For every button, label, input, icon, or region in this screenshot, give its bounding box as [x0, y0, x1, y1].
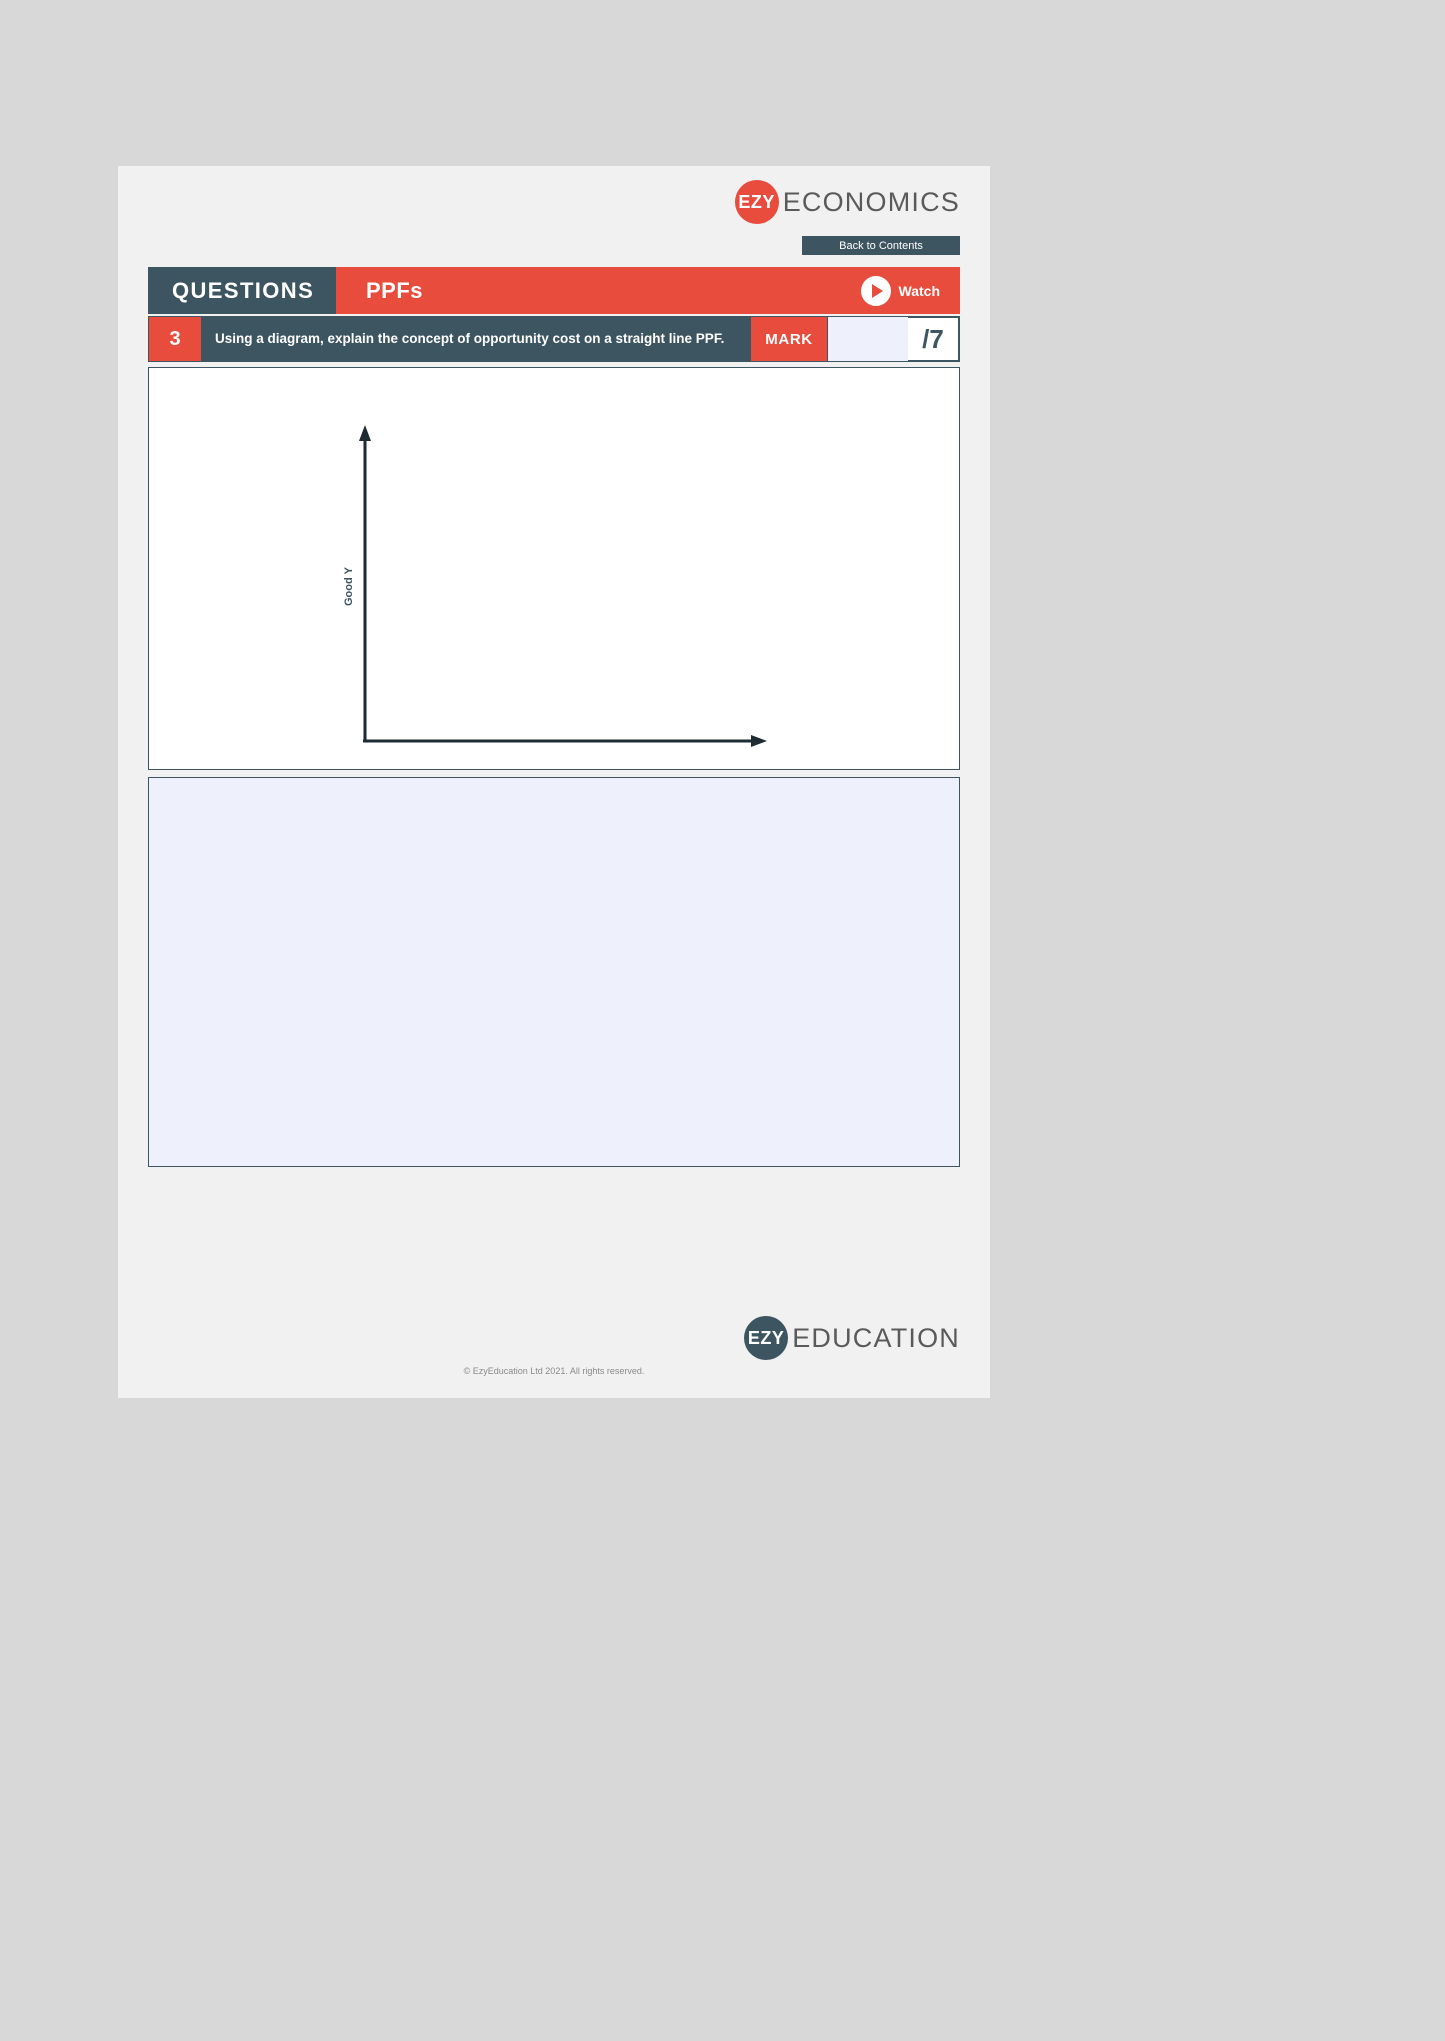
worksheet-page — [118, 166, 990, 1398]
question-number: 3 — [149, 317, 201, 361]
topic-title: PPFs — [336, 267, 861, 314]
brand-logo-word: ECONOMICS — [782, 186, 960, 217]
answer-box[interactable] — [148, 777, 960, 1167]
watch-button[interactable] — [861, 267, 960, 314]
play-triangle-icon — [872, 284, 883, 298]
mark-entry[interactable] — [827, 317, 959, 361]
header-bar — [148, 267, 960, 314]
footer-logo-word: EDUCATION — [792, 1322, 960, 1353]
brand-logo-mark: EZY — [735, 180, 779, 224]
section-label: QUESTIONS — [148, 267, 336, 314]
play-icon[interactable] — [861, 276, 891, 306]
watch-label: Watch — [898, 282, 940, 299]
copyright-text: © EzyEducation Ltd 2021. All rights reserved. — [463, 1366, 645, 1376]
question-text: Using a diagram, explain the concept of opportunity cost on a straight line PPF. — [201, 317, 751, 361]
back-to-contents-button[interactable]: Back to Contents — [802, 236, 960, 255]
mark-label: MARK — [751, 317, 827, 361]
mark-total: /7 — [922, 323, 944, 354]
answer-input[interactable] — [149, 778, 959, 1166]
y-axis-label: Good Y — [343, 567, 355, 606]
diagram-panel[interactable] — [148, 367, 960, 770]
footer-logo-mark: EZY — [744, 1316, 788, 1360]
brand-logo-footer — [744, 1316, 960, 1360]
question-bar — [148, 316, 960, 362]
axes-graphic — [149, 368, 959, 769]
brand-logo-header — [735, 180, 960, 224]
mark-input[interactable] — [828, 317, 908, 361]
